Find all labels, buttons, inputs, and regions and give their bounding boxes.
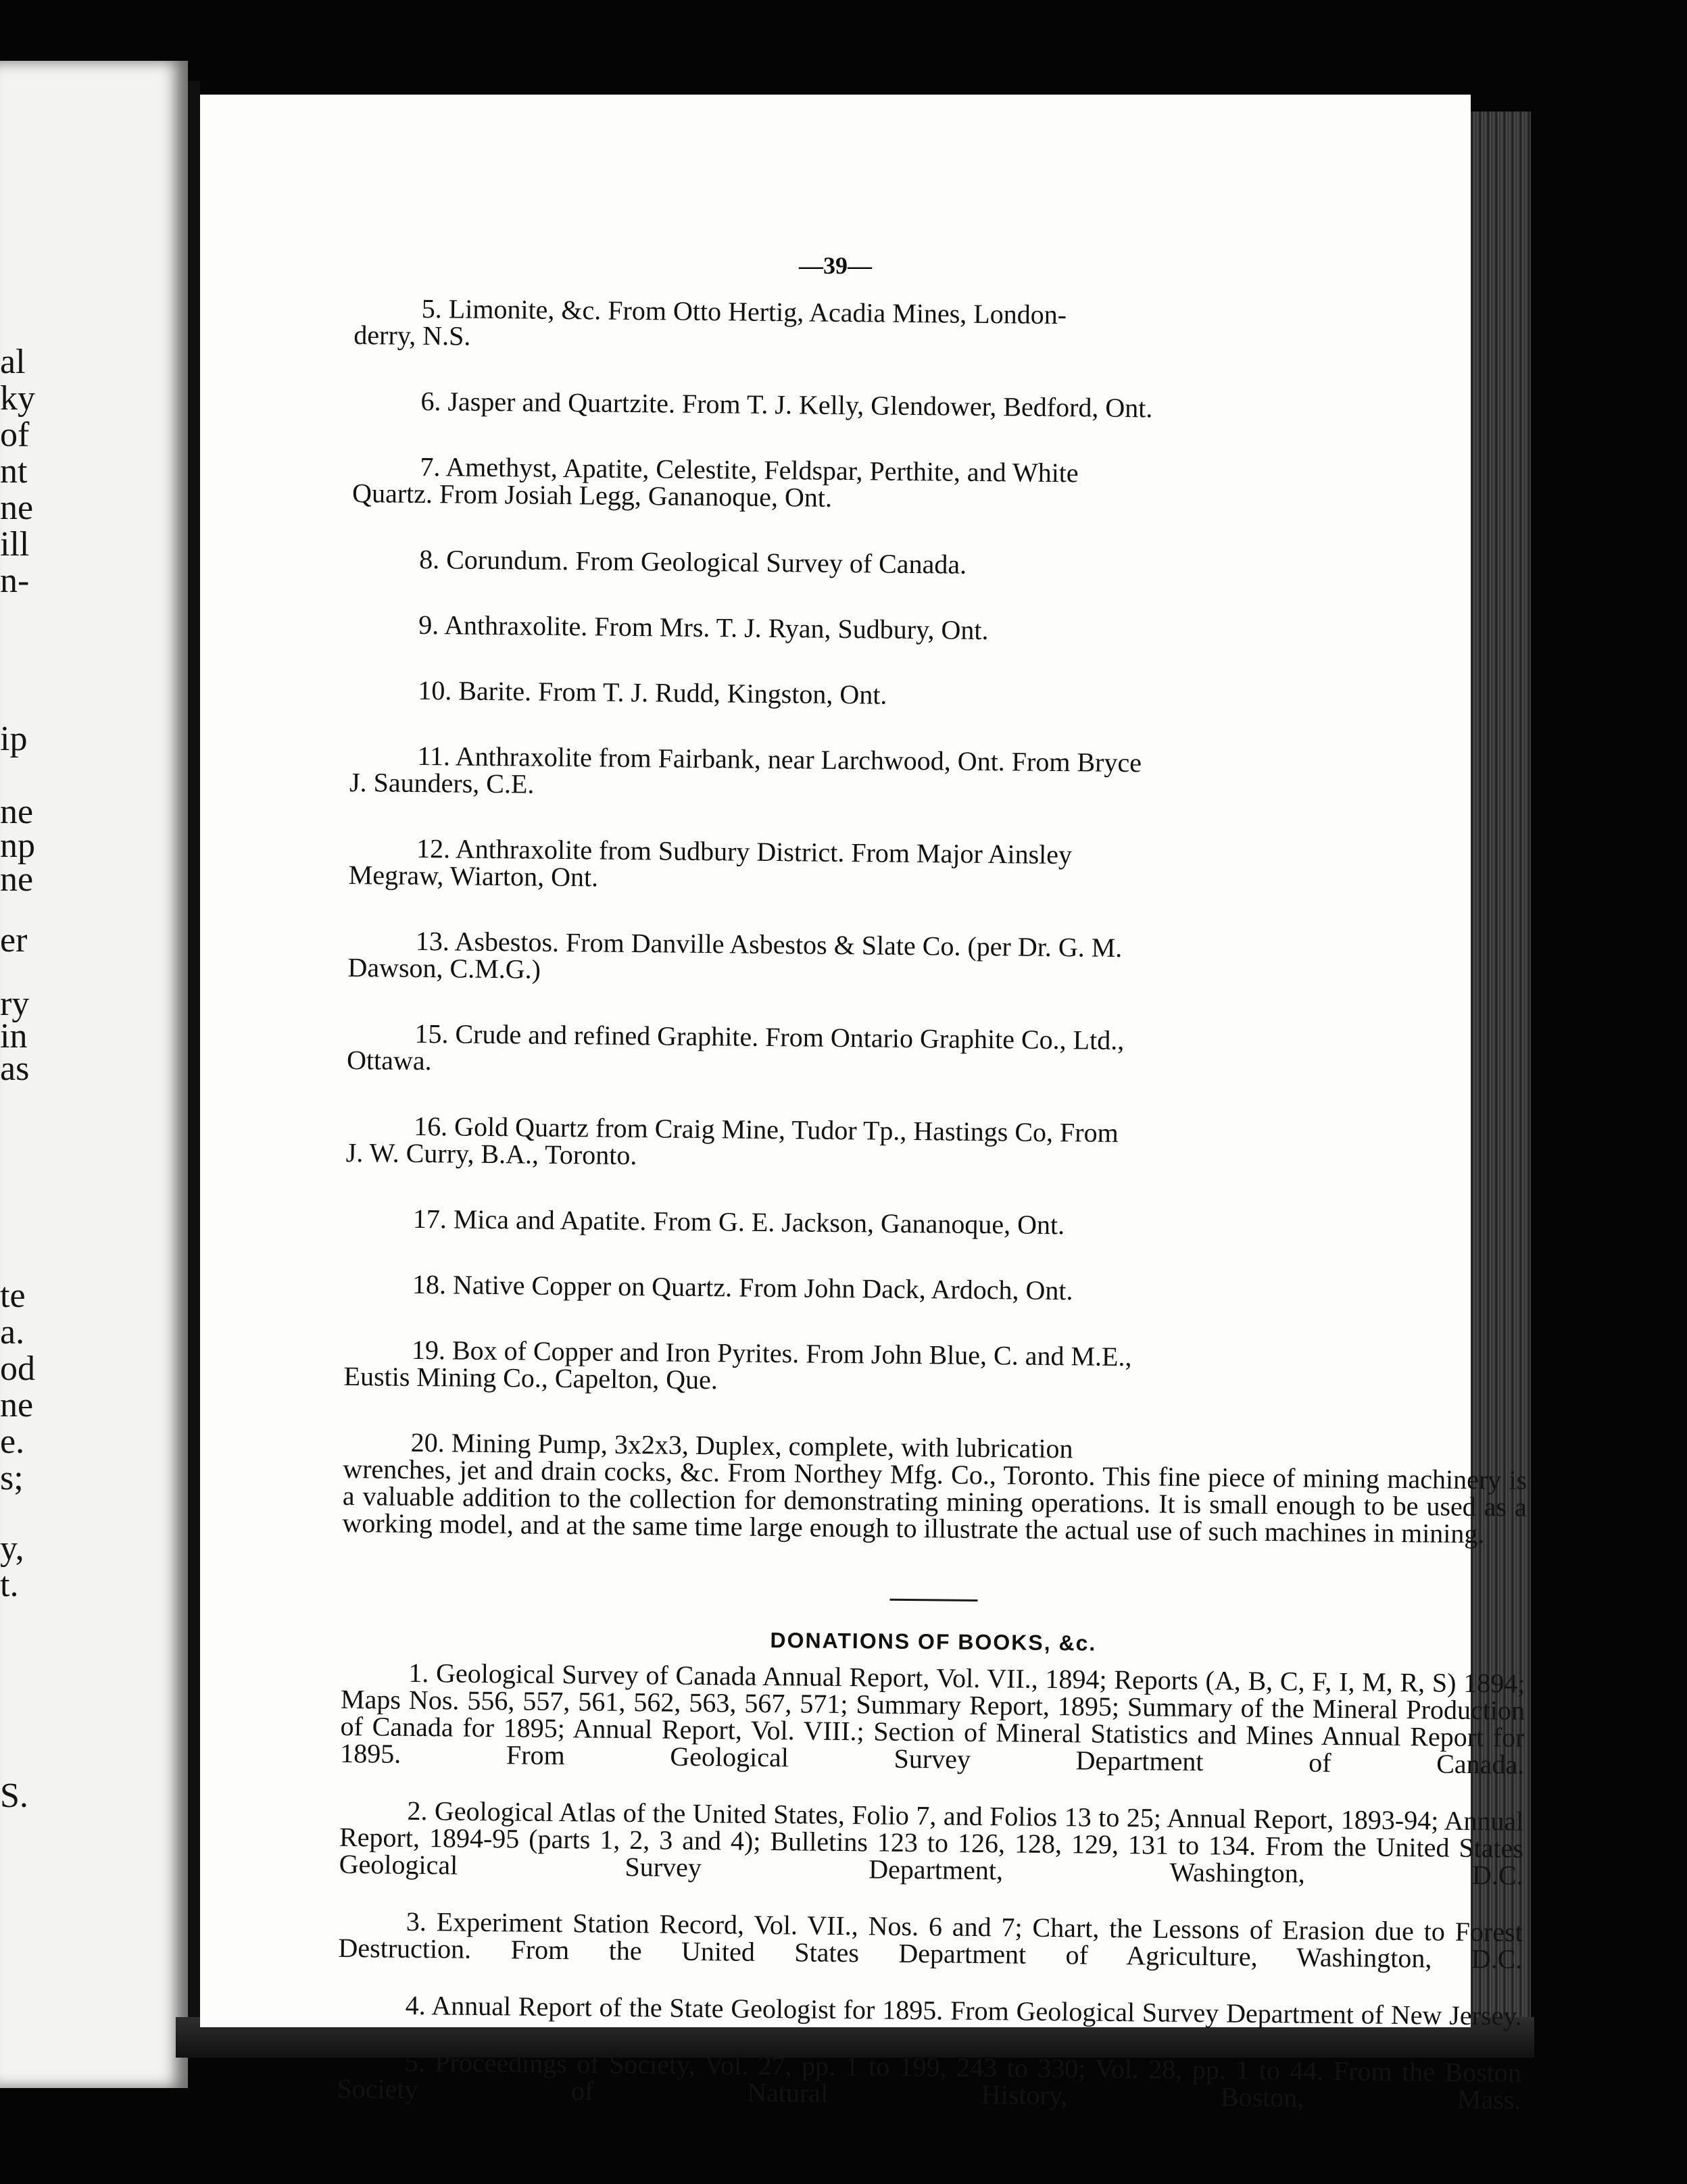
page-number: —39— — [799, 252, 872, 279]
left-fragment: S. — [0, 1777, 28, 1815]
entry-first-line: 8. Corundum. From Geological Survey of Canada. — [419, 543, 967, 580]
text-column — [337, 295, 1538, 2143]
entry-first-line: 17. Mica and Apatite. From G. E. Jackson, Gananoque, Ont. — [412, 1203, 1065, 1241]
entry-continuation: Ottawa. — [346, 1044, 432, 1076]
specimen-entry — [342, 1426, 1527, 1575]
left-fragment: t. — [0, 1566, 19, 1604]
specimen-entry — [348, 835, 1533, 927]
entry-continuation: J. Saunders, C.E. — [349, 766, 535, 799]
left-fragment: as — [0, 1049, 30, 1088]
entry-first-line: 15. Crude and refined Graphite. From Ontario Graphite Co., Ltd., — [414, 1018, 1125, 1056]
specimen-entry — [351, 545, 1536, 611]
entry-first-line: 11. Anthraxolite from Fairbank, near Larchwood, Ont. From Bryce — [417, 740, 1142, 778]
specimen-entry — [350, 676, 1535, 742]
left-fragment: ne — [0, 860, 34, 899]
entry-continuation: Megraw, Wiarton, Ont. — [348, 859, 599, 893]
book-donations-list — [337, 1659, 1525, 2141]
specimen-entry — [344, 1270, 1529, 1336]
left-fragment: ill — [0, 525, 30, 564]
left-fragment: of — [0, 416, 30, 454]
specimen-entry — [352, 453, 1537, 545]
left-page — [0, 61, 188, 2088]
entry-first-line: 7. Amethyst, Apatite, Celestite, Feldspar, Perthite, and White — [420, 451, 1079, 489]
left-fragment: te — [0, 1276, 26, 1315]
left-fragment: ne — [0, 489, 34, 527]
entry-first-line: 18. Native Copper on Quartz. From John Dack, Ardoch, Ont. — [412, 1268, 1073, 1306]
specimen-entry — [351, 611, 1536, 676]
left-fragment: ky — [0, 379, 35, 418]
specimen-entry — [349, 742, 1534, 835]
right-page — [200, 95, 1527, 2115]
left-fragment: er — [0, 921, 28, 960]
entry-continuation: derry, N.S. — [353, 319, 471, 351]
left-fragment: in — [0, 1017, 28, 1056]
book-entry: 5. Proceedings of Society, Vol. 27, pp. 1 to 199, 243 to 330; Vol. 28, pp. 1 to 44. From the Boston Society of Natural History, Boston, Mass. — [337, 2046, 1522, 2115]
left-fragment: nt — [0, 452, 28, 491]
book-entry: 4. Annual Report of the State Geologist for 1895. From Geological Survey Department of New Jersey. — [405, 1989, 1522, 2031]
book-entry: 3. Experiment Station Record, Vol. VII., Nos. 6 and 7; Chart, the Lessons of Erasion due to Forest Destruction. From the United States Department of Agriculture, Washington, D.C. — [338, 1906, 1523, 1975]
left-fragment: np — [0, 826, 35, 865]
specimen-entry — [347, 927, 1532, 1020]
entry-continuation: J. W. Curry, B.A., Toronto. — [345, 1137, 637, 1171]
entry-continuation: Quartz. From Josiah Legg, Gananoque, Ont. — [351, 477, 833, 513]
entry-first-line: 19. Box of Copper and Iron Pyrites. From John Blue, C. and M.E., — [411, 1334, 1132, 1372]
left-fragment: s; — [0, 1459, 24, 1497]
specimen-entry — [353, 295, 1538, 387]
books-section-heading: DONATIONS OF BOOKS, &c. — [770, 1628, 1097, 1656]
book-entry: 1. Geological Survey of Canada Annual Report, Vol. VII., 1894; Reports (A, B, C, F, I, M, R, S) 1894; Maps Nos. 556, 557, 561, 562, 563, 567, 571; Summary Report, 1895; Summary of the Mineral Production of Canada for 1895; Annual Report, Vol. VIII.; Section of Mineral Statistics and Mines Annual Report for 1895. From Geological Survey Department of Canada. — [340, 1657, 1525, 1780]
left-fragment: y, — [0, 1529, 24, 1568]
specimen-entry — [347, 1020, 1532, 1112]
left-fragment: ip — [0, 720, 28, 758]
book-gutter — [188, 81, 200, 2041]
left-fragment: e. — [0, 1422, 25, 1461]
entry-first-line: 16. Gold Quartz from Craig Mine, Tudor Tp., Hastings Co, From — [413, 1110, 1119, 1148]
entry-continuation: Eustis Mining Co., Capelton, Que. — [343, 1360, 718, 1395]
specimen-entry — [353, 387, 1538, 453]
section-divider — [889, 1599, 977, 1602]
book-entry: 2. Geological Atlas of the United States, Folio 7, and Folios 13 to 25; Annual Report, 1893-94; Annual Report, 1894-95 (parts 1, 2, 3 and 4); Bulletins 123 to 126, 128, 129, 131 to 134. From the United States Geological Survey Department, Washington, D.C. — [339, 1795, 1524, 1891]
left-fragment: n- — [0, 562, 30, 600]
left-fragment: ne — [0, 793, 34, 831]
left-fragment: a. — [0, 1313, 25, 1351]
specimen-entry — [343, 1336, 1528, 1429]
specimen-entry — [345, 1205, 1530, 1270]
entry-first-line: 9. Anthraxolite. From Mrs. T. J. Ryan, Sudbury, Ont. — [418, 609, 989, 646]
specimen-entry — [345, 1112, 1530, 1205]
left-fragment: ne — [0, 1386, 34, 1424]
entry-first-line: 5. Limonite, &c. From Otto Hertig, Acadia Mines, London- — [421, 293, 1067, 330]
entry-first-line: 13. Asbestos. From Danville Asbestos & Slate Co. (per Dr. G. M. — [415, 925, 1123, 963]
left-fragment: ry — [0, 985, 30, 1023]
entry-first-line: 12. Anthraxolite from Sudbury District. From Major Ainsley — [416, 833, 1073, 870]
left-fragment: od — [0, 1349, 35, 1388]
left-fragment: al — [0, 343, 26, 381]
entry-first-line: 6. Jasper and Quartzite. From T. J. Kelly, Glendower, Bedford, Ont. — [420, 385, 1153, 424]
entry-first-line: 10. Barite. From T. J. Rudd, Kingston, Ont. — [418, 674, 887, 710]
entry-continuation: Dawson, C.M.G.) — [347, 951, 541, 985]
entry-continuation: wrenches, jet and drain cocks, &c. From Northey Mfg. Co., Toronto. This fine piece of mining machinery is a valuable addition to the collection for demonstrating mining operations. It is small enough to be used as a working model, and at the same time large enough to illustrate the actual use of such machines in mining. — [342, 1453, 1527, 1549]
specimen-donations-list — [342, 295, 1538, 1575]
entry-first-line: 20. Mining Pump, 3x2x3, Duplex, complete, with lubrication — [410, 1426, 1073, 1464]
